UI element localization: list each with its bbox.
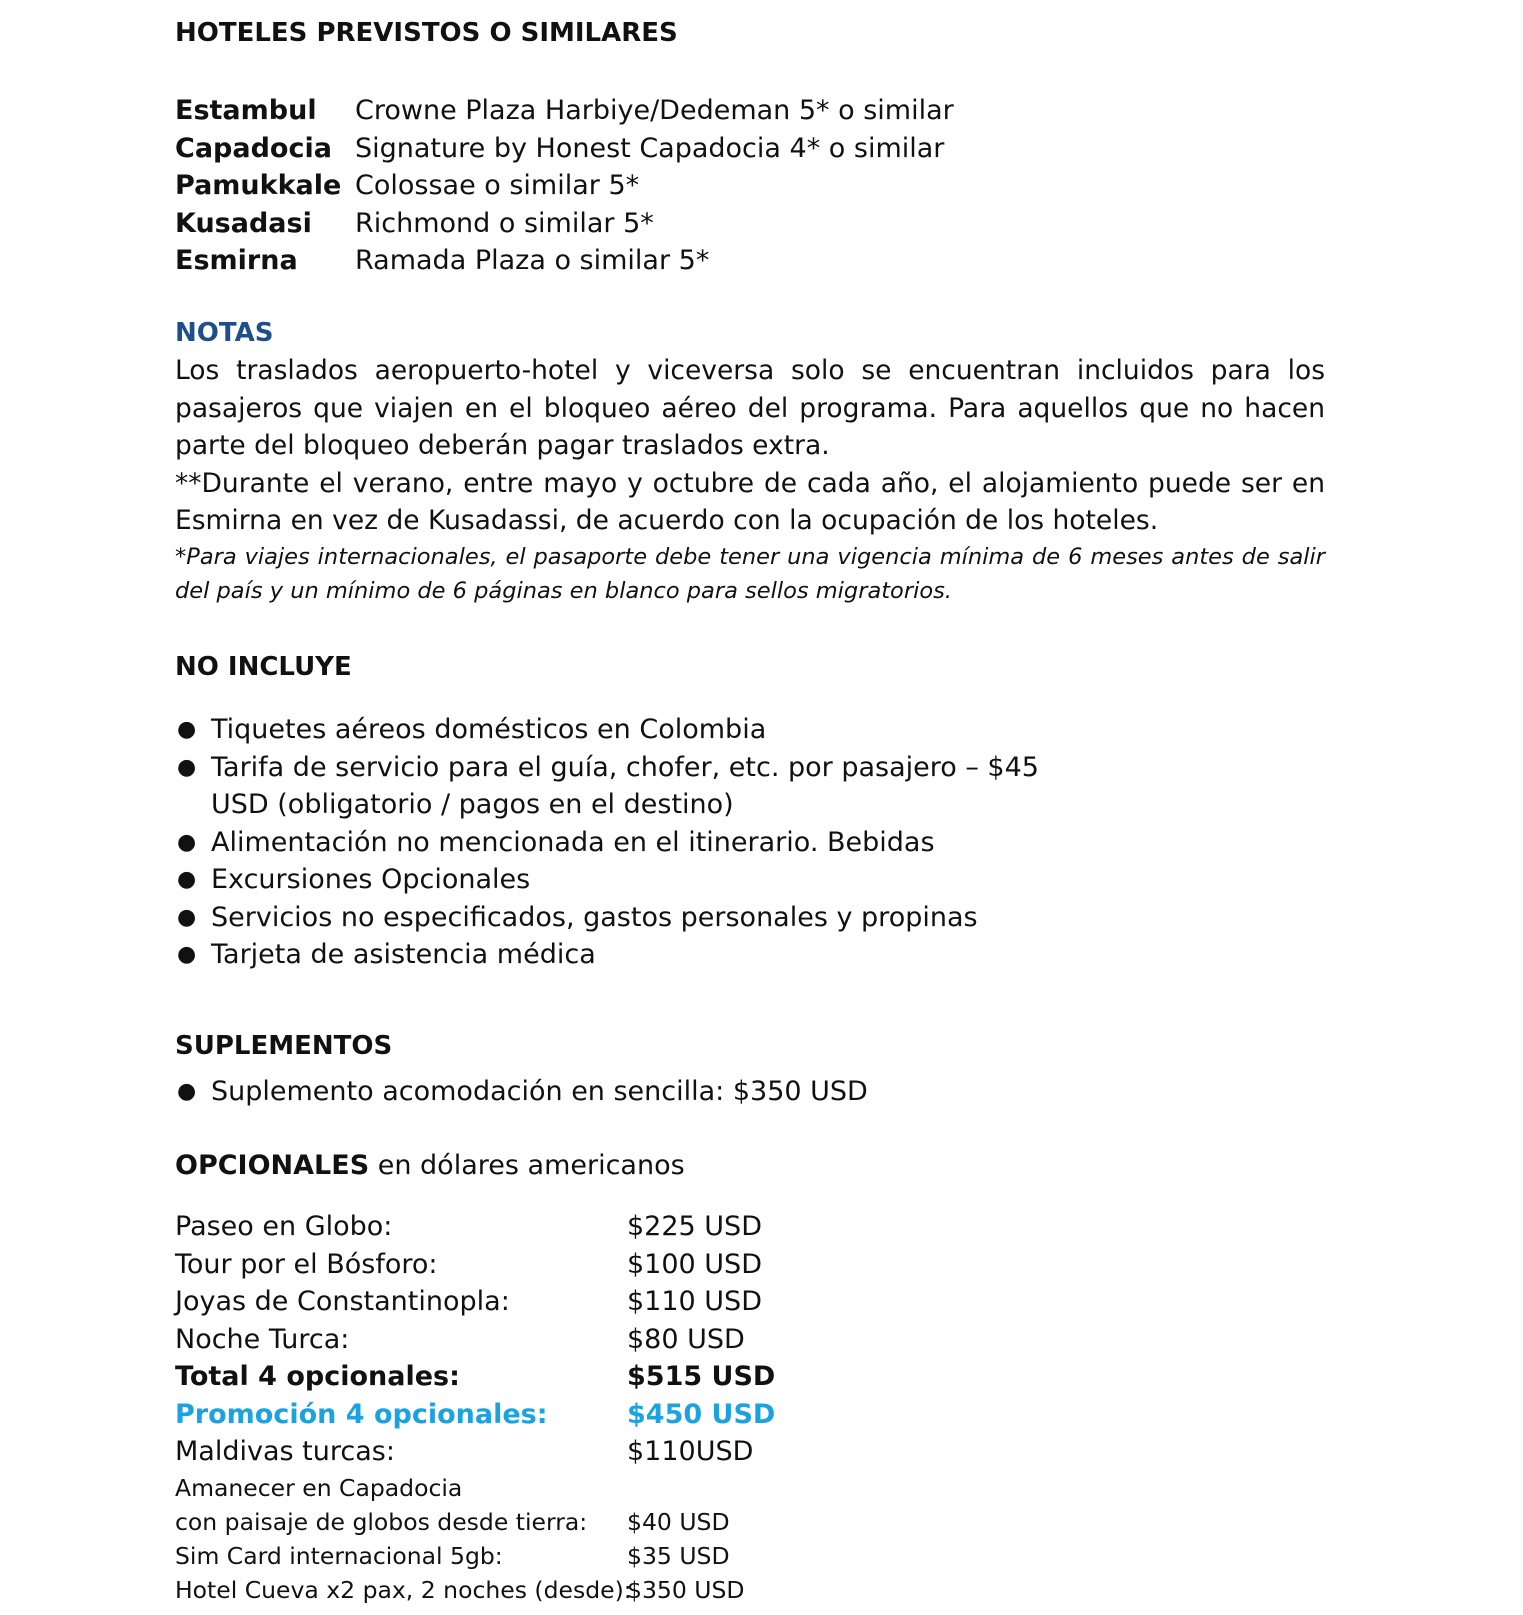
optional-promo-row [175,1396,775,1434]
bullet-icon: ● [177,829,197,855]
bullet-icon: ● [177,867,197,892]
notes-heading: NOTAS [175,318,274,348]
bullet-icon: ● [177,1079,197,1104]
hotel-city: Estambul [175,95,317,126]
optional-label: con paisaje de globos desde tierra: [175,1507,588,1536]
optional-label: Joyas de Constantinopla: [175,1286,510,1317]
hotel-name: Ramada Plaza o similar 5* [355,245,710,276]
optional-price: $110USD [627,1436,754,1467]
list-item-text: Tarifa de servicio para el guía, chofer, etc. por pasajero – $45 USD (obligatorio / pagos en el destino) [211,751,1039,820]
bullet-icon: ● [177,717,197,742]
bullet-icon: ● [177,754,197,780]
optional-label: Promoción 4 opcionales: [175,1398,548,1430]
optional-label: Total 4 opcionales: [175,1361,460,1392]
list-item-text: Servicios no especificados, gastos personales y propinas [211,901,978,933]
bullet-icon: ● [177,904,197,930]
optional-row [175,1471,775,1505]
list-item [175,899,1075,937]
hotel-row [175,205,954,243]
list-item-text: Excursiones Opcionales [211,864,531,895]
optional-row [175,1539,775,1573]
hotel-row [175,92,954,130]
supplements-heading: SUPLEMENTOS [175,1031,393,1061]
optional-label: Amanecer en Capadocia [175,1473,463,1502]
list-item [175,824,1075,862]
bullet-icon: ● [177,942,197,967]
list-item-text: Alimentación no mencionada en el itinerario. Bebidas [211,826,935,858]
hotel-city: Capadocia [175,132,332,164]
list-item-text: Tiquetes aéreos domésticos en Colombia [211,714,767,745]
passport-note: *Para viajes internacionales, el pasaporte debe tener una vigencia mínima de 6 meses antes de salir del país y un mínimo de 6 páginas en blanco para sellos migratorios. [175,543,1325,604]
optional-row [175,1573,775,1607]
optional-label: Sim Card internacional 5gb: [175,1541,503,1570]
optional-total-row [175,1358,775,1396]
optional-row [175,1208,775,1246]
list-item [175,1073,1075,1111]
notes-section [175,352,1325,608]
hotel-name: Colossae o similar 5* [355,170,640,201]
optionals-table [175,1208,775,1607]
hotel-city: Pamukkale [175,170,342,201]
optional-price: $35 USD [627,1541,730,1570]
hotel-city: Kusadasi [175,207,312,239]
hotels-table [175,92,954,280]
list-item-text: Tarjeta de asistencia médica [211,939,596,970]
optional-label: Hotel Cueva x2 pax, 2 noches (desde): [175,1575,632,1604]
optional-price: $80 USD [627,1323,745,1355]
list-item [175,749,1075,824]
hotels-heading: HOTELES PREVISTOS O SIMILARES [175,18,678,48]
list-item [175,861,1075,899]
list-item-text: Suplemento acomodación en sencilla: $350 USD [211,1076,868,1107]
notes-summer-paragraph: **Durante el verano, entre mayo y octubre de cada año, el alojamiento puede ser en Esmirna en vez de Kusadassi, de acuerdo con la ocupación de los hoteles. [175,467,1325,536]
hotel-name: Richmond o similar 5* [355,207,654,239]
hotel-row [175,130,954,168]
optional-price: $40 USD [627,1507,730,1536]
optional-label: Paseo en Globo: [175,1211,393,1242]
optional-row [175,1246,775,1284]
hotel-name: Signature by Honest Capadocia 4* o similar [355,132,945,164]
supplements-list [175,1073,1075,1111]
hotel-row [175,242,954,280]
optional-price: $350 USD [627,1575,745,1604]
optional-label: Tour por el Bósforo: [175,1248,438,1280]
optional-price: $100 USD [627,1248,762,1280]
optional-row [175,1433,775,1471]
optional-price: $225 USD [627,1211,762,1242]
optional-price: $515 USD [627,1361,776,1392]
list-item [175,936,1075,974]
optionals-heading-bold: OPCIONALES [175,1150,370,1181]
notes-transfers-paragraph: Los traslados aeropuerto-hotel y viceversa solo se encuentran incluidos para los pasajeros que viajen en el bloqueo aéreo del programa. Para aquellos que no hacen parte del bloqueo deberán pagar traslados extra. [175,355,1325,461]
optional-label: Noche Turca: [175,1323,350,1355]
optional-row [175,1505,775,1539]
optional-label: Maldivas turcas: [175,1436,395,1467]
optionals-heading [175,1150,685,1181]
optional-row [175,1283,775,1321]
hotel-row [175,167,954,205]
optional-price: $110 USD [627,1286,762,1317]
list-item [175,711,1075,749]
hotel-city: Esmirna [175,245,298,276]
not-included-heading: NO INCLUYE [175,652,352,682]
optional-row [175,1321,775,1359]
not-included-list [175,711,1075,974]
hotel-name: Crowne Plaza Harbiye/Dedeman 5* o similar [355,95,954,126]
optional-price: $450 USD [627,1398,776,1430]
optionals-heading-rest: en dólares americanos [369,1150,685,1181]
